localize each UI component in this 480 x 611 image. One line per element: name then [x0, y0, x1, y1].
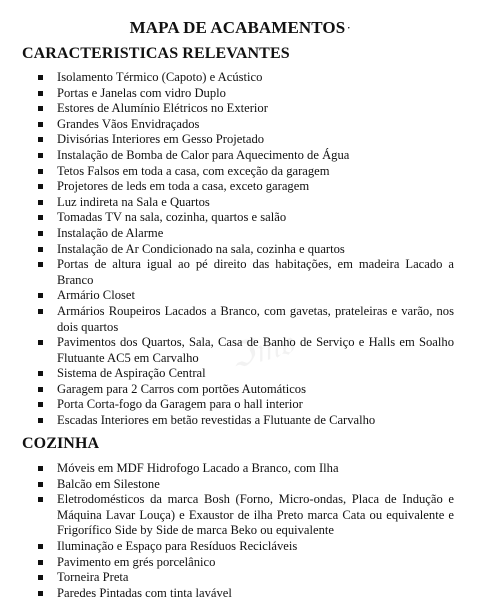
bullet-icon [38, 575, 43, 580]
list-caracteristicas [0, 70, 480, 429]
title-mark: · [347, 23, 351, 33]
list-item: Portas e Janelas com vidro Duplo [0, 86, 480, 102]
list-item: Pavimento em grés porcelânico [0, 555, 480, 571]
list-item: Tetos Falsos em toda a casa, com exceção da garagem [0, 164, 480, 180]
bullet-icon [38, 137, 43, 142]
list-item: Tomadas TV na sala, cozinha, quartos e salão [0, 210, 480, 226]
bullet-icon [38, 402, 43, 407]
watermark: ℑ𝔪𝔬 [226, 322, 298, 378]
bullet-icon [38, 560, 43, 565]
bullet-icon [38, 387, 43, 392]
list-item: Eletrodomésticos da marca Bosh (Forno, Micro-ondas, Placa de Indução e Máquina Lavar Louça) e Exaustor de ilha Preto marca Cata ou equivalente e Frigorífico Side by Side de marca Beko ou equivalente [0, 492, 480, 539]
list-item: Móveis em MDF Hidrofogo Lacado a Branco, com Ilha [0, 461, 480, 477]
list-item: Portas de altura igual ao pé direito das habitações, em madeira Lacado a Branco [0, 257, 480, 288]
list-item: Iluminação e Espaço para Resíduos Recicláveis [0, 539, 480, 555]
list-item: Instalação de Ar Condicionado na sala, cozinha e quartos [0, 242, 480, 258]
bullet-icon [38, 466, 43, 471]
list-item: Escadas Interiores em betão revestidas a Flutuante de Carvalho [0, 413, 480, 429]
list-item: Sistema de Aspiração Central [0, 366, 480, 382]
section-heading-caracteristicas: CARACTERISTICAS RELEVANTES [22, 45, 290, 62]
bullet-icon [38, 247, 43, 252]
list-item: Instalação de Bomba de Calor para Aquecimento de Água [0, 148, 480, 164]
list-item: Instalação de Alarme [0, 226, 480, 242]
bullet-icon [38, 497, 43, 502]
bullet-icon [38, 482, 43, 487]
bullet-icon [38, 262, 43, 267]
list-item: Estores de Alumínio Elétricos no Exterior [0, 101, 480, 117]
list-item: Armário Closet [0, 288, 480, 304]
bullet-icon [38, 591, 43, 596]
bullet-icon [38, 371, 43, 376]
list-item: Grandes Vãos Envidraçados [0, 117, 480, 133]
list-item: Luz indireta na Sala e Quartos [0, 195, 480, 211]
list-item: Isolamento Térmico (Capoto) e Acústico [0, 70, 480, 86]
list-item: Paredes Pintadas com tinta lavável [0, 586, 480, 602]
list-item: Balcão em Silestone [0, 477, 480, 493]
list-item: Projetores de leds em toda a casa, exceto garagem [0, 179, 480, 195]
bullet-icon [38, 184, 43, 189]
bullet-icon [38, 544, 43, 549]
document-title-text: MAPA DE ACABAMENTOS [129, 18, 346, 37]
list-cozinha [0, 461, 480, 601]
bullet-icon [38, 122, 43, 127]
list-item: Pavimentos dos Quartos, Sala, Casa de Banho de Serviço e Halls em Soalho Flutuante AC5 em Carvalho [0, 335, 480, 366]
document-title [0, 18, 480, 38]
bullet-icon [38, 106, 43, 111]
bullet-icon [38, 231, 43, 236]
bullet-icon [38, 200, 43, 205]
bullet-icon [38, 75, 43, 80]
bullet-icon [38, 340, 43, 345]
bullet-icon [38, 215, 43, 220]
list-item: Torneira Preta [0, 570, 480, 586]
bullet-icon [38, 309, 43, 314]
bullet-icon [38, 418, 43, 423]
bullet-icon [38, 153, 43, 158]
list-item: Armários Roupeiros Lacados a Branco, com gavetas, prateleiras e varão, nos dois quartos [0, 304, 480, 335]
list-item: Garagem para 2 Carros com portões Automáticos [0, 382, 480, 398]
bullet-icon [38, 169, 43, 174]
bullet-icon [38, 293, 43, 298]
section-heading-cozinha: COZINHA [22, 435, 100, 452]
list-item: Divisórias Interiores em Gesso Projetado [0, 132, 480, 148]
list-item: Porta Corta-fogo da Garagem para o hall interior [0, 397, 480, 413]
bullet-icon [38, 91, 43, 96]
